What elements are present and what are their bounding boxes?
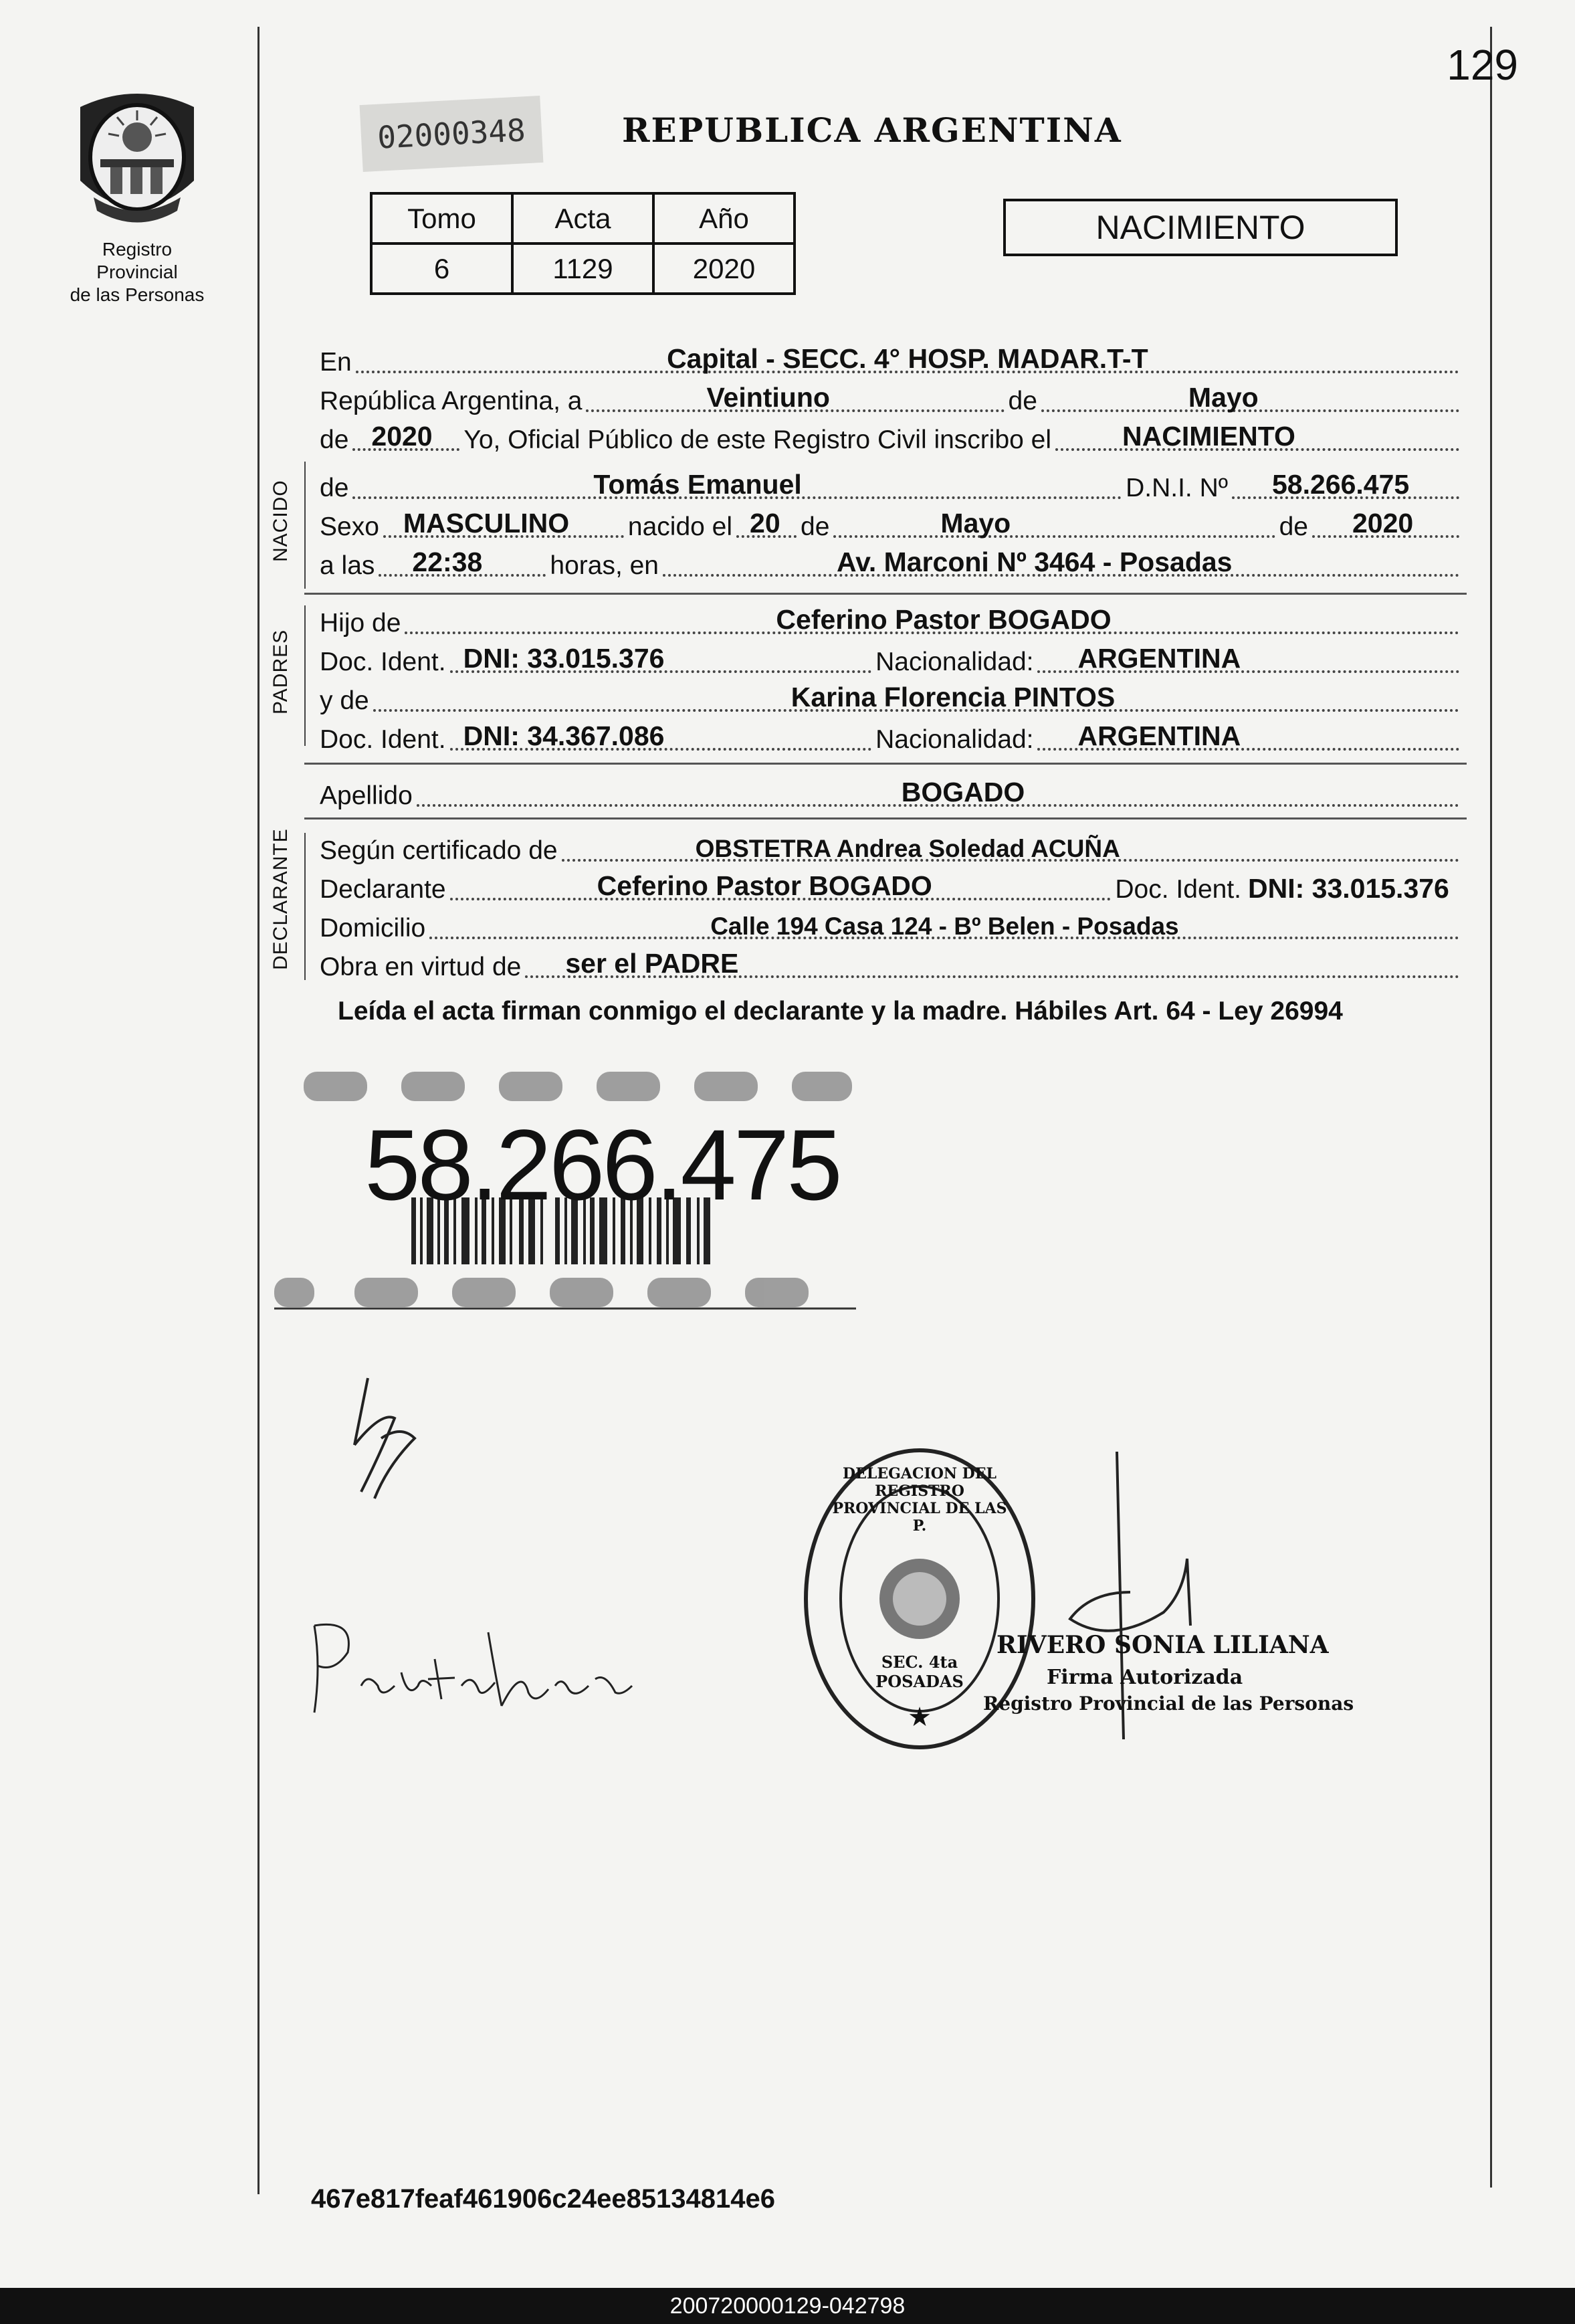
- nacido-row-3: a las 22:38 horas, en Av. Marconi Nº 3464 - Posadas: [320, 545, 1463, 582]
- mother-signature: [301, 1612, 635, 1726]
- certificate-value: OBSTETRA Andrea Soledad ACUÑA: [695, 835, 1120, 862]
- birth-year-value: 2020: [1352, 508, 1414, 539]
- birth-day-value: 20: [750, 508, 780, 539]
- apellido-row: Apellido BOGADO: [320, 775, 1463, 812]
- address-value: Calle 194 Casa 124 - Bº Belen - Posadas: [710, 912, 1179, 940]
- page-number: 129: [1447, 41, 1518, 89]
- record-type-box: NACIMIENTO: [1003, 199, 1398, 256]
- barcode-number: 58.266.475: [364, 1108, 840, 1221]
- document-title: REPUBLICA ARGENTINA: [622, 110, 1122, 150]
- declarante-row-1: Según certificado de OBSTETRA Andrea Soledad ACUÑA: [320, 830, 1463, 867]
- table-header-ano: Año: [653, 193, 795, 244]
- table-value-tomo: 6: [371, 244, 512, 294]
- table-value-acta: 1129: [512, 244, 653, 294]
- table-value-ano: 2020: [653, 244, 795, 294]
- misiones-seal-icon: [67, 80, 207, 234]
- intro-row-1: En Capital - SECC. 4° HOSP. MADAR.T-T: [320, 341, 1463, 379]
- section-label-declarante: DECLARANTE: [270, 828, 292, 970]
- declarant-signature: [341, 1371, 435, 1505]
- right-margin-line: [1490, 27, 1492, 2188]
- section-label-padres: PADRES: [270, 629, 292, 714]
- official-name: RIVERO SONIA LILIANA: [996, 1631, 1329, 1659]
- footer-code: 200720000129-042798: [0, 2288, 1575, 2324]
- intro-row-3: de 2020 Yo, Oficial Público de este Registro Civil inscribo el NACIMIENTO: [320, 419, 1463, 456]
- padres-row-3: y de Karina Florencia PINTOS: [320, 680, 1463, 717]
- intro-row-2: República Argentina, a Veintiuno de Mayo: [320, 380, 1463, 417]
- father-doc-value: DNI: 33.015.376: [463, 643, 665, 674]
- day-words-value: Veintiuno: [706, 382, 830, 413]
- nacido-row-2: Sexo MASCULINO nacido el 20 de Mayo de 2020: [320, 506, 1463, 543]
- place-value: Capital - SECC. 4° HOSP. MADAR.T-T: [667, 343, 1148, 374]
- province-seal: [60, 80, 214, 306]
- mother-nationality-value: ARGENTINA: [1077, 720, 1241, 751]
- declarante-row-4: Obra en virtud de ser el PADRE: [320, 946, 1463, 983]
- official-role: Firma Autorizada: [1047, 1666, 1243, 1689]
- document-hash: 467e817feaf461906c24ee85134814e6: [311, 2184, 776, 2214]
- svg-text:★: ★: [908, 1703, 932, 1732]
- record-table: [370, 192, 796, 295]
- child-dni-value: 58.266.475: [1272, 469, 1410, 500]
- mother-doc-value: DNI: 34.367.086: [463, 720, 665, 751]
- declarant-doc-value: DNI: 33.015.376: [1248, 873, 1449, 904]
- padres-row-4: Doc. Ident. DNI: 34.367.086 Nacionalidad: ARGENTINA: [320, 718, 1463, 756]
- mother-name-value: Karina Florencia PINTOS: [791, 682, 1116, 712]
- month-value: Mayo: [1188, 382, 1259, 413]
- event-value: NACIMIENTO: [1122, 421, 1295, 452]
- year-value: 2020: [371, 421, 433, 452]
- father-name-value: Ceferino Pastor BOGADO: [776, 604, 1112, 635]
- birth-place-value: Av. Marconi Nº 3464 - Posadas: [837, 547, 1233, 577]
- section-label-nacido: NACIDO: [270, 480, 292, 562]
- padres-row-2: Doc. Ident. DNI: 33.015.376 Nacionalidad: ARGENTINA: [320, 641, 1463, 678]
- declarant-name-value: Ceferino Pastor BOGADO: [597, 870, 932, 901]
- relation-value: ser el PADRE: [565, 948, 739, 979]
- birth-month-value: Mayo: [940, 508, 1011, 539]
- birth-time-value: 22:38: [412, 547, 483, 577]
- table-header-acta: Acta: [512, 193, 653, 244]
- surname-value: BOGADO: [901, 777, 1025, 807]
- child-name-value: Tomás Emanuel: [593, 469, 802, 500]
- declarante-row-2: Declarante Ceferino Pastor BOGADO Doc. Ident. DNI: 33.015.376: [320, 870, 1449, 904]
- closing-statement: Leída el acta firman conmigo el declarante y la madre. Hábiles Art. 64 - Ley 26994: [338, 997, 1343, 1026]
- padres-row-1: Hijo de Ceferino Pastor BOGADO: [320, 602, 1463, 640]
- sex-value: MASCULINO: [403, 508, 570, 539]
- stamp-inner-text: SEC. 4ta POSADAS: [875, 1652, 964, 1691]
- registry-caption: Registro Provincial de las Personas: [70, 239, 205, 305]
- stamp-ring-text: DELEGACION DEL REGISTRO PROVINCIAL DE LAS P.: [832, 1465, 1007, 1535]
- father-nationality-value: ARGENTINA: [1077, 643, 1241, 674]
- serial-stamp: 02000348: [360, 96, 544, 172]
- official-office: Registro Provincial de las Personas: [983, 1692, 1354, 1715]
- left-margin-line: [257, 27, 259, 2194]
- table-header-tomo: Tomo: [371, 193, 512, 244]
- declarante-row-3: Domicilio Calle 194 Casa 124 - Bº Belen - Posadas: [320, 907, 1463, 945]
- nacido-row-1: de Tomás Emanuel D.N.I. Nº 58.266.475: [320, 467, 1463, 504]
